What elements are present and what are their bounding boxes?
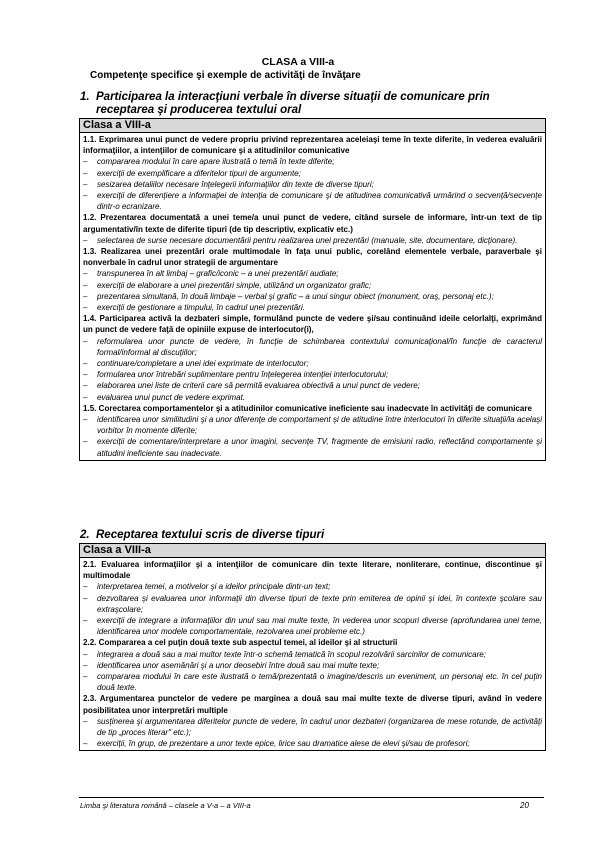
activity-text: dezvoltarea şi evaluarea unor informaţii din diverse tipuri de texte prin emiterea de opinii şi idei, în contexte şcolare sau extraşcolare;: [97, 593, 542, 614]
section-2-heading: [80, 529, 540, 542]
activity-item: [83, 156, 542, 167]
activity-text: evaluarea unui punct de vedere exprimat.: [97, 392, 246, 402]
section-1-heading: [80, 91, 540, 117]
section-1-heading-line1: Participarea la interacţiuni verbale în diverse situaţii de comunicare prin: [96, 91, 490, 103]
activity-item: [83, 436, 542, 458]
bullet-dash: –: [83, 336, 88, 346]
activity-text: identificarea unor asemănări şi a unor deosebiri între două sau mai multe texte;: [97, 660, 380, 670]
activity-text: interpretarea temei, a motivelor şi a ideilor principale dintr-un text;: [97, 582, 331, 592]
bullet-dash: –: [83, 157, 88, 167]
activity-item: [83, 392, 542, 403]
activity-text: formularea unor întrebări suplimentare pentru înţelegerea intenţiei interlocutorului;: [97, 370, 389, 380]
bullet-dash: –: [83, 739, 88, 749]
section-2-table: [79, 543, 546, 751]
activity-text: exerciţii, în grup, de prezentare a unor texte epice, lirice sau dramatice alese de elevi şi/sau de profesori;: [97, 739, 470, 749]
activity-text: exerciţii de diferenţiere a informaţiei de intenţia de comunicare şi de atitudinea comunicativă urmărind o secvenţă/secvenţe dintr-o ecranizare.: [97, 191, 542, 212]
activity-item: [83, 716, 542, 738]
activity-text: exerciţii de gestionare a timpului, în cadrul unei prezentări.: [97, 303, 305, 313]
bullet-dash: –: [83, 437, 88, 447]
bullet-dash: –: [83, 291, 88, 301]
bullet-dash: –: [83, 593, 88, 603]
activity-item: [83, 302, 542, 313]
bullet-dash: –: [83, 359, 88, 369]
activity-item: [83, 649, 542, 660]
section-2-table-body: [80, 558, 545, 750]
activity-item: [83, 336, 542, 358]
activity-item: [83, 291, 542, 302]
competence-title: 1.5. Corectarea comportamentelor şi a atitudinilor comunicative ineficiente sau inadecvate în activităţi de comunicare: [83, 403, 532, 413]
bullet-dash: –: [83, 415, 88, 425]
activity-text: identificarea unor similitudini şi a unor diferenţe de comportament şi de atitudine între interlocutori în diferite situaţii/la acelaşi vorbitor în momente diferite;: [97, 415, 542, 436]
activity-item: [83, 414, 542, 436]
activity-item: [83, 615, 542, 637]
activity-item: [83, 179, 542, 190]
activity-item: [83, 190, 542, 212]
page-subtitle: Competenţe specifice şi exemple de activităţi de învăţare: [90, 70, 361, 81]
page-title: CLASA a VIII-a: [261, 56, 335, 68]
footer-text: Limba şi literatura română – clasele a V-a – a VIII-a: [80, 801, 251, 810]
competence-title: 1.3. Realizarea unei prezentări orale multimodale în faţa unui public, corelând elementele verbale, paraverbale şi nonverbale în cadrul unor strategii de argumentare: [83, 247, 542, 268]
footer-rule: [79, 797, 544, 798]
section-1-heading-line2: receptarea şi producerea textului oral: [96, 104, 302, 116]
competence-title: 2.1. Evaluarea informaţiilor şi a intenţiilor de comunicare din texte literare, nonliterare, continue, discontinue şi multimodale: [83, 560, 542, 581]
bullet-dash: –: [83, 370, 88, 380]
activity-text: integrarea a două sau a mai multor texte într-o schemă tematică în scopul rezolvării sarcinilor de comunicare;: [97, 649, 486, 659]
activity-text: exerciţii de comentare/interpretare a unor imagini, secvenţe TV, fragmente de emisiuni radio, reflectând comportamente şi atitudini ineficiente sau inadecvate.: [97, 437, 542, 458]
competence-title: 1.1. Exprimarea unui punct de vedere propriu privind reprezentarea aceleiaşi teme în texte diferite, în vederea evaluării informaţiilor, a intenţiilor de comunicare şi a atitudinilor comunicative: [83, 135, 542, 156]
competence-title: 2.3. Argumentarea punctelor de vedere pe marginea a două sau mai multe texte de diverse tipuri, având în vedere posibilitatea unor interpretări multiple: [83, 694, 542, 715]
activity-text: sesizarea detaliilor necesare înţelegerii informaţiilor din texte de diverse tipuri;: [97, 179, 374, 189]
activity-item: [83, 380, 542, 391]
section-2-number: 2.: [80, 529, 90, 541]
activity-item: [83, 168, 542, 179]
section-2-heading-line1: Receptarea textului scris de diverse tipuri: [96, 529, 325, 541]
section-1-table-header: Clasa a VIII-a: [80, 119, 545, 133]
activity-text: susţinerea şi argumentarea diferitelor puncte de vedere, în cadrul unor dezbateri (organizarea de mese rotunde, de activităţi de tip „proces literar" etc.);: [97, 716, 542, 738]
competence-title: 1.4. Participarea activă la dezbateri simple, formulând puncte de vedere şi/sau continuând ideile celorlalţi, exprimând un punct de vedere faţă de opiniile expuse de interlocutor(i),: [83, 314, 542, 335]
activity-text: continuare/completare a unei idei exprimate de interlocutor;: [97, 359, 309, 369]
activity-item: [83, 581, 542, 592]
bullet-dash: –: [83, 235, 88, 245]
bullet-dash: –: [83, 616, 88, 626]
activity-item: [83, 235, 542, 246]
section-2-table-header: Clasa a VIII-a: [80, 544, 545, 558]
activity-text: compararea modului în care apare ilustrată o temă în texte diferite;: [97, 157, 335, 167]
bullet-dash: –: [83, 582, 88, 592]
section-1-table: [79, 118, 546, 461]
activity-text: elaborarea unei liste de criterii care să permită evaluarea obiectivă a unui punct de vedere;: [97, 381, 420, 391]
bullet-dash: –: [83, 179, 88, 189]
bullet-dash: –: [83, 168, 88, 178]
activity-item: [83, 671, 542, 693]
activity-item: [83, 268, 542, 279]
section-1-number: 1.: [80, 91, 90, 103]
section-1-table-body: [80, 133, 545, 460]
activity-text: exerciţii de elaborare a unei prezentări simple, utilizând un organizator grafic;: [97, 280, 372, 290]
activity-item: [83, 738, 542, 749]
bullet-dash: –: [83, 303, 88, 313]
bullet-dash: –: [83, 191, 88, 201]
activity-text: prezentarea simultană, în două limbaje – verbal şi grafic – a unui singur obiect (monument, oraş, personaj etc.);: [97, 291, 494, 301]
bullet-dash: –: [83, 716, 88, 726]
bullet-dash: –: [83, 280, 88, 290]
page-number: 20: [520, 801, 529, 810]
bullet-dash: –: [83, 672, 88, 682]
activity-text: reformularea unor puncte de vedere, în funcţie de schimbarea contextului comunicaţional/în funcţie de caracterul formal/informal al discuţiilor;: [97, 336, 542, 357]
activity-text: selectarea de surse necesare documentării pentru realizarea unei prezentări (manuale, site, documentare, dicţionare).: [97, 235, 518, 245]
activity-text: exerciţii de exemplificare a diferitelor tipuri de argumente;: [97, 168, 301, 178]
activity-item: [83, 593, 542, 615]
competence-title: 2.2. Compararea a cel puţin două texte sub aspectul temei, al ideilor şi al structurii: [83, 638, 398, 648]
activity-text: exerciţii de integrare a informaţiilor din unul sau mai multe texte, în vederea unor scopuri diverse (aprofundarea unei teme, identificarea unor modele comportamentale, rezolvarea unei probleme etc.): [97, 616, 542, 637]
bullet-dash: –: [83, 649, 88, 659]
activity-text: transpunerea în alt limbaj – grafic/iconic – a unei prezentări audiate;: [97, 269, 339, 279]
competence-title: 1.2. Prezentarea documentată a unei teme/a unui punct de vedere, citând sursele de informare, într-un text de tip argumentativ/în texte de diferite tipuri (de tip descriptiv, explicativ etc.): [83, 213, 542, 234]
activity-text: compararea modului în care este ilustrată o temă/prezentată o imagine/descris un eveniment, un personaj etc. în cel puţin două texte.: [97, 672, 542, 693]
bullet-dash: –: [83, 269, 88, 279]
bullet-dash: –: [83, 392, 88, 402]
activity-item: [83, 280, 542, 291]
activity-item: [83, 358, 542, 369]
bullet-dash: –: [83, 381, 88, 391]
activity-item: [83, 660, 542, 671]
activity-item: [83, 369, 542, 380]
bullet-dash: –: [83, 660, 88, 670]
